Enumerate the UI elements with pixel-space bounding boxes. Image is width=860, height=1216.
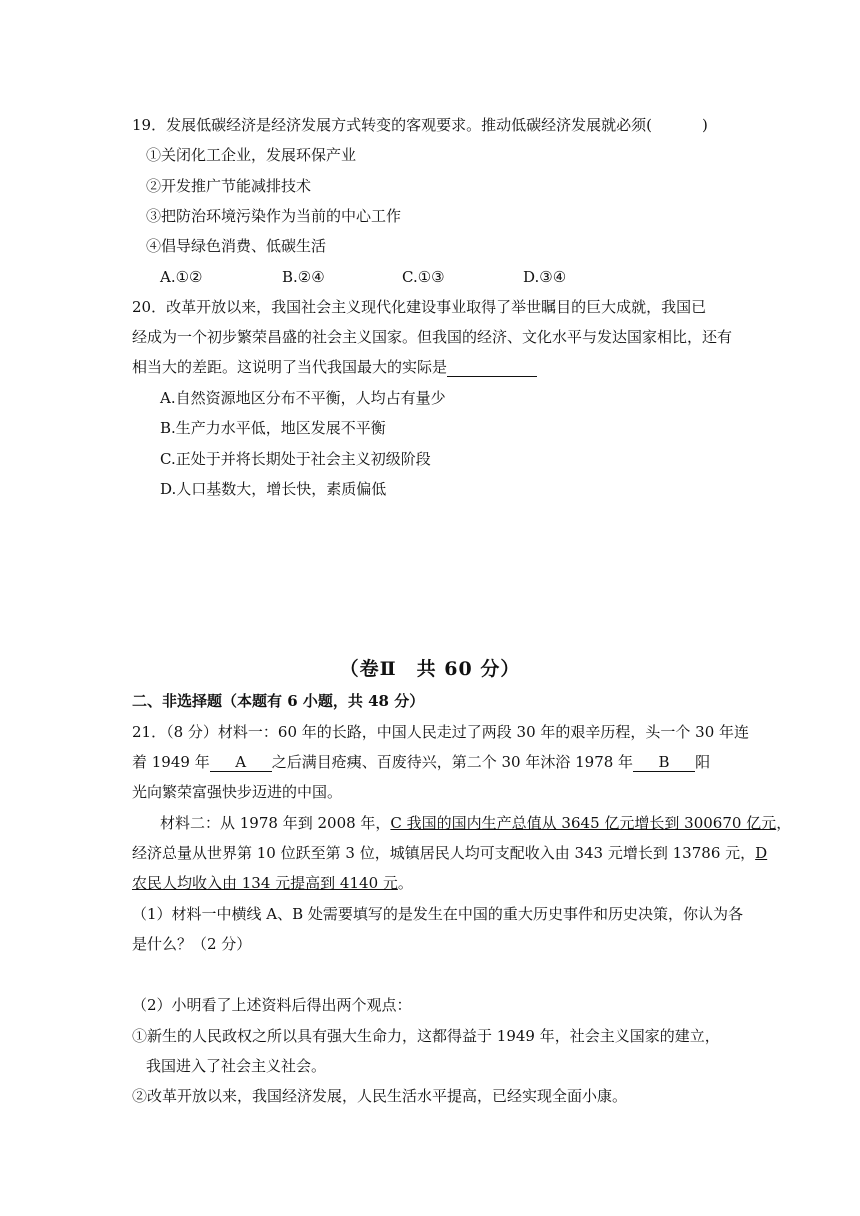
q20-answer-blank xyxy=(447,358,537,377)
q21-m2-comma: ， xyxy=(776,814,792,832)
q21-underline-d-marker: D xyxy=(755,844,768,862)
q21-material-1-line-3: 光向繁荣富强快步迈进的中国。 xyxy=(132,783,343,801)
q19-option-b: B.②④ xyxy=(282,268,325,286)
q19-item-3: ③把防治环境污染作为当前的中心工作 xyxy=(146,207,402,225)
q21-part-1-line-1: （1）材料一中横线 A、B 处需要填写的是发生在中国的重大历史事件和历史决策，你认为各 xyxy=(132,905,743,923)
q20-line-1: 20．改革开放以来，我国社会主义现代化建设事业取得了举世瞩目的巨大成就，我国已 xyxy=(132,298,707,316)
q20-line-3-text: 相当大的差距。这说明了当代我国最大的实际是 xyxy=(132,358,448,376)
section-2-title: （卷Ⅱ 共 60 分） xyxy=(339,658,521,680)
q21-viewpoint-2-line-1: ②改革开放以来，我国经济发展，人民生活水平提高，已经实现全面小康。 xyxy=(132,1087,628,1105)
q21-underline-c: C 我国的国内生产总值从 3645 亿元增长到 300670 亿元 xyxy=(390,814,777,832)
q21-blank-b: B xyxy=(633,753,695,772)
q19-item-2: ②开发推广节能减排技术 xyxy=(146,177,312,195)
q20-option-c: C.正处于并将长期处于社会主义初级阶段 xyxy=(160,450,431,468)
q19-option-c: C.①③ xyxy=(402,268,445,286)
q20-option-a: A.自然资源地区分布不平衡，人均占有量少 xyxy=(160,389,446,407)
q19-stem xyxy=(132,115,708,135)
q21-material-1-line-2 xyxy=(132,752,710,772)
q20-option-b: B.生产力水平低，地区发展不平衡 xyxy=(160,419,386,437)
q21-m2-period: 。 xyxy=(397,874,413,892)
q21-material-2-line-2 xyxy=(132,843,767,863)
q19-item-4: ④倡导绿色消费、低碳生活 xyxy=(146,237,327,255)
q19-option-d: D.③④ xyxy=(523,268,567,286)
q21-material-2-line-1 xyxy=(160,813,791,833)
q21-text-c: 阳 xyxy=(695,753,711,771)
q19-option-a: A.①② xyxy=(160,268,203,286)
q20-option-d: D.人口基数大，增长快，素质偏低 xyxy=(160,480,387,498)
q19-item-1: ①关闭化工企业，发展环保产业 xyxy=(146,146,357,164)
q21-part-1-line-2: 是什么？（2 分） xyxy=(132,935,252,953)
q19-paren-close: ) xyxy=(701,116,708,134)
q21-blank-a: A xyxy=(210,753,272,772)
q21-viewpoint-1-line-2: 我国进入了社会主义社会。 xyxy=(146,1057,327,1075)
q21-text-b: 之后满目疮痍、百废待兴，第二个 30 年沐浴 1978 年 xyxy=(271,753,634,771)
q21-viewpoint-1-line-1: ①新生的人民政权之所以具有强大生命力，这都得益于 1949 年，社会主义国家的建立， xyxy=(132,1027,720,1045)
q20-line-2: 经成为一个初步繁荣昌盛的社会主义国家。但我国的经济、文化水平与发达国家相比，还有 xyxy=(132,328,733,346)
q21-text-a: 着 1949 年 xyxy=(132,753,210,771)
q20-line-3 xyxy=(132,357,537,377)
q21-material-1-line-1: 21．（8 分）材料一：60 年的长路，中国人民走过了两段 30 年的艰辛历程，头一个 30 年连 xyxy=(132,723,750,741)
q21-underline-d: 农民人均收入由 134 元提高到 4140 元 xyxy=(132,874,398,892)
section-2-heading: 二、非选择题（本题有 6 小题，共 48 分） xyxy=(132,692,425,710)
q21-m2-line2-text: 经济总量从世界第 10 位跃至第 3 位，城镇居民人均可支配收入由 343 元增长到 13786 元， xyxy=(132,844,756,862)
q19-stem-text: 19．发展低碳经济是经济发展方式转变的客观要求。推动低碳经济发展就必须( xyxy=(132,116,652,134)
q21-part-2-line-1: （2）小明看了上述资料后得出两个观点： xyxy=(132,996,412,1014)
q21-material-2-line-3 xyxy=(132,873,413,893)
q21-m2-text-a: 材料二：从 1978 年到 2008 年， xyxy=(160,814,391,832)
